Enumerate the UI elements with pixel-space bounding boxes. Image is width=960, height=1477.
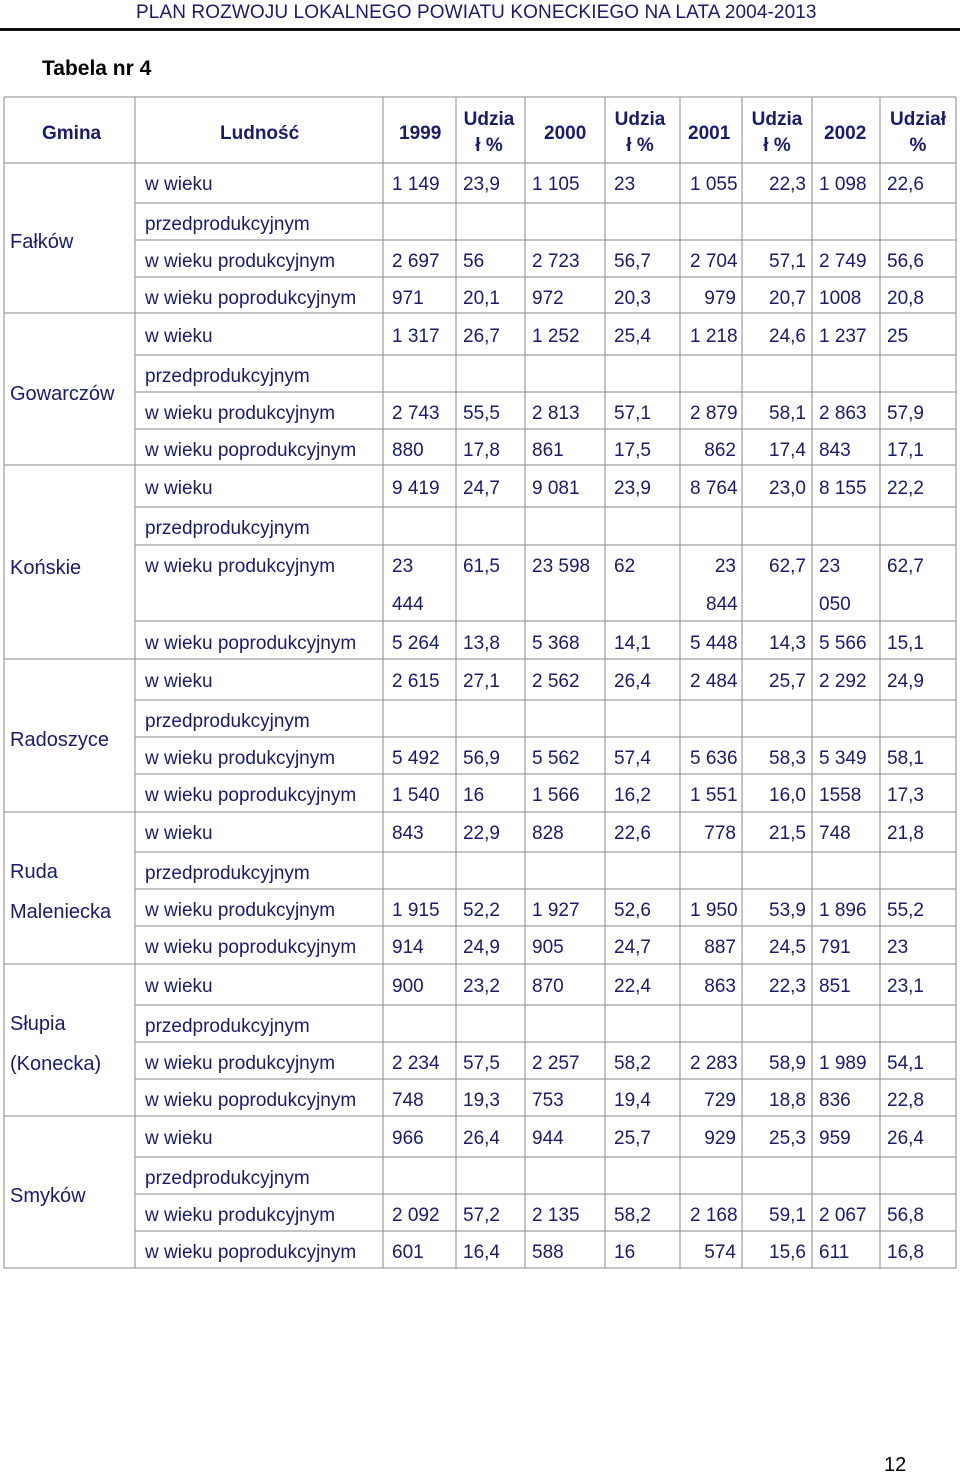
table-cell: 58,1 (887, 748, 924, 769)
table-cell: 574 (704, 1242, 736, 1263)
row-label-produkcyjnym: w wieku produkcyjnym (145, 556, 336, 577)
table-cell: 944 (532, 1128, 564, 1149)
table-cell: 27,1 (463, 671, 500, 692)
row-label-poprodukcyjnym: w wieku poprodukcyjnym (145, 937, 357, 958)
col-2000: 2000 (544, 123, 587, 144)
table-cell: 862 (704, 440, 736, 461)
table-cell: 24,9 (463, 937, 500, 958)
table-cell: 62,7 (887, 556, 924, 577)
row-label-w-wieku: w wieku (145, 174, 213, 195)
table-cell: 23,1 (887, 976, 924, 997)
table-title: Tabela nr 4 (42, 57, 152, 80)
table-cell: 58,1 (769, 403, 806, 424)
table-cell: 2 092 (392, 1205, 440, 1226)
gmina-name: Końskie (10, 557, 82, 579)
row-label-produkcyjnym: w wieku produkcyjnym (145, 1205, 336, 1226)
table-cell: 23 (887, 937, 909, 958)
table-cell: 24,6 (769, 326, 806, 347)
table-cell: 1558 (819, 785, 862, 806)
table-cell: 729 (704, 1090, 736, 1111)
gmina-name: Gowarczów (10, 383, 115, 405)
table-cell: 57,5 (463, 1053, 500, 1074)
table-cell: 25,4 (614, 326, 651, 347)
table-cell: 61,5 (463, 556, 500, 577)
table-cell: 25,3 (769, 1128, 806, 1149)
table-cell: 914 (392, 937, 424, 958)
table-cell: 58,9 (769, 1053, 806, 1074)
table-cell: 16,4 (463, 1242, 500, 1263)
table-cell: 1 098 (819, 174, 867, 195)
table-cell: 5 349 (819, 748, 867, 769)
table-cell: 2 135 (532, 1205, 580, 1226)
table-cell: 22,4 (614, 976, 651, 997)
table-cell: 20,3 (614, 288, 651, 309)
table-cell: 25,7 (769, 671, 806, 692)
table-cell: 56,9 (463, 748, 500, 769)
table-cell: 900 (392, 976, 424, 997)
table-cell: 1 989 (819, 1053, 867, 1074)
table-cell: 26,4 (614, 671, 651, 692)
table-cell: 1 105 (532, 174, 580, 195)
table-cell: 5 264 (392, 633, 440, 654)
table-cell: 972 (532, 288, 564, 309)
table-cell: 53,9 (769, 900, 806, 921)
table-cell: 15,6 (769, 1242, 806, 1263)
table-cell: 22,2 (887, 478, 924, 499)
table-cell: 58,3 (769, 748, 806, 769)
table-cell: 1 551 (690, 785, 738, 806)
table-cell: 17,8 (463, 440, 500, 461)
table-cell: 8 764 (690, 478, 738, 499)
row-label-przedprodukcyjnym: przedprodukcyjnym (145, 214, 310, 235)
page-header (0, 0, 960, 30)
col-udzial-2002-b: % (909, 135, 927, 156)
table-cell: 979 (704, 288, 736, 309)
table-cell: 2 723 (532, 251, 580, 272)
table-cell: 828 (532, 823, 564, 844)
table-cell: 2 283 (690, 1053, 738, 1074)
col-2001: 2001 (688, 123, 731, 144)
table-cell: 16,8 (887, 1242, 924, 1263)
table-cell: 22,3 (769, 174, 806, 195)
table-cell: 1 927 (532, 900, 580, 921)
table-cell: 905 (532, 937, 564, 958)
row-label-produkcyjnym: w wieku produkcyjnym (145, 1053, 336, 1074)
table-cell: 20,8 (887, 288, 924, 309)
table-cell: 22,3 (769, 976, 806, 997)
row-label-przedprodukcyjnym: przedprodukcyjnym (145, 1016, 310, 1037)
table-cell: 25 (887, 326, 909, 347)
col-ludnosc: Ludność (220, 123, 300, 144)
table-cell: 57,1 (614, 403, 651, 424)
col-udzial-2001-a: Udzia (751, 109, 803, 130)
table-cell: 2 067 (819, 1205, 867, 1226)
table-cell: 2 813 (532, 403, 580, 424)
row-label-przedprodukcyjnym: przedprodukcyjnym (145, 1168, 310, 1189)
table-cell: 23,0 (769, 478, 806, 499)
table-cell: 23 (819, 556, 841, 577)
table-cell: 16,2 (614, 785, 651, 806)
table-cell: 59,1 (769, 1205, 806, 1226)
table-cell: 22,6 (887, 174, 924, 195)
table-cell: 8 155 (819, 478, 867, 499)
table-cell: 20,7 (769, 288, 806, 309)
table-cell: 2 257 (532, 1053, 580, 1074)
table-cell: 23 (714, 556, 736, 577)
table-cell: 2 704 (690, 251, 738, 272)
table-cell: 23,2 (463, 976, 500, 997)
table-cell: 24,5 (769, 937, 806, 958)
table-cell-continued: 444 (392, 594, 424, 615)
table-cell: 19,4 (614, 1090, 651, 1111)
col-gmina: Gmina (42, 123, 102, 144)
table-cell: 56,6 (887, 251, 924, 272)
table-cell: 23,9 (614, 478, 651, 499)
table-cell: 19,3 (463, 1090, 500, 1111)
row-label-poprodukcyjnym: w wieku poprodukcyjnym (145, 440, 357, 461)
table-cell: 2 168 (690, 1205, 738, 1226)
table-cell: 58,2 (614, 1205, 651, 1226)
table-cell: 55,5 (463, 403, 500, 424)
table-cell: 22,8 (887, 1090, 924, 1111)
table-cell: 58,2 (614, 1053, 651, 1074)
table-cell: 62 (614, 556, 636, 577)
gmina-name: Maleniecka (10, 901, 112, 923)
table-cell: 748 (392, 1090, 424, 1111)
row-label-przedprodukcyjnym: przedprodukcyjnym (145, 711, 310, 732)
table-cell: 2 484 (690, 671, 738, 692)
table-cell: 16 (463, 785, 485, 806)
col-udzial-2002-a: Udział (890, 109, 946, 130)
table-cell: 1 540 (392, 785, 440, 806)
table-cell: 5 368 (532, 633, 580, 654)
table-cell: 836 (819, 1090, 851, 1111)
table-cell: 2 615 (392, 671, 440, 692)
table-cell: 778 (704, 823, 736, 844)
gmina-name: (Konecka) (10, 1053, 102, 1075)
row-label-przedprodukcyjnym: przedprodukcyjnym (145, 863, 310, 884)
table-cell: 16 (614, 1242, 636, 1263)
row-label-w-wieku: w wieku (145, 478, 213, 499)
col-udzial-2001-b: ł % (763, 135, 791, 156)
table-cell: 21,8 (887, 823, 924, 844)
row-label-w-wieku: w wieku (145, 671, 213, 692)
table-cell: 1 317 (392, 326, 440, 347)
table-cell: 52,6 (614, 900, 651, 921)
table-cell: 22,9 (463, 823, 500, 844)
col-udzial-1999-b: ł % (475, 135, 503, 156)
table-cell: 611 (819, 1242, 850, 1263)
table-cell: 26,7 (463, 326, 500, 347)
table-cell: 17,5 (614, 440, 651, 461)
table-cell: 56,7 (614, 251, 651, 272)
row-label-w-wieku: w wieku (145, 326, 213, 347)
row-label-poprodukcyjnym: w wieku poprodukcyjnym (145, 1090, 357, 1111)
table-cell: 17,1 (887, 440, 924, 461)
table-cell: 62,7 (769, 556, 806, 577)
table-cell: 2 863 (819, 403, 867, 424)
table-cell: 863 (704, 976, 736, 997)
header-title: PLAN ROZWOJU LOKALNEGO POWIATU KONECKIEGO NA LATA 2004-2013 (136, 2, 817, 23)
table-cell: 5 636 (690, 748, 738, 769)
row-label-produkcyjnym: w wieku produkcyjnym (145, 900, 336, 921)
table-cell: 56,8 (887, 1205, 924, 1226)
row-label-produkcyjnym: w wieku produkcyjnym (145, 748, 336, 769)
table-cell: 748 (819, 823, 851, 844)
table-cell: 24,7 (463, 478, 500, 499)
table-cell: 18,8 (769, 1090, 806, 1111)
table-cell: 851 (819, 976, 851, 997)
table-cell: 1 950 (690, 900, 738, 921)
table-cell: 2 879 (690, 403, 738, 424)
row-label-poprodukcyjnym: w wieku poprodukcyjnym (145, 288, 357, 309)
table-cell: 971 (392, 288, 424, 309)
gmina-name: Słupia (10, 1013, 66, 1035)
table-cell: 5 562 (532, 748, 580, 769)
table-cell: 2 749 (819, 251, 867, 272)
table-cell: 26,4 (887, 1128, 924, 1149)
table-cell: 23 (392, 556, 414, 577)
table-cell: 1008 (819, 288, 862, 309)
table-cell: 843 (392, 823, 424, 844)
table-cell-continued: 050 (819, 594, 851, 615)
table-cell-continued: 844 (706, 594, 738, 615)
row-label-w-wieku: w wieku (145, 1128, 213, 1149)
row-label-produkcyjnym: w wieku produkcyjnym (145, 403, 336, 424)
table-cell: 9 081 (532, 478, 580, 499)
table-cell: 21,5 (769, 823, 806, 844)
row-label-poprodukcyjnym: w wieku poprodukcyjnym (145, 1242, 357, 1263)
table-cell: 26,4 (463, 1128, 500, 1149)
header-rule (0, 28, 960, 31)
table-cell: 56 (463, 251, 485, 272)
table-cell: 15,1 (887, 633, 924, 654)
table-cell: 54,1 (887, 1053, 924, 1074)
table-cell: 23 598 (532, 556, 591, 577)
table-cell: 57,9 (887, 403, 924, 424)
gmina-name: Radoszyce (10, 729, 109, 751)
table-cell: 14,3 (769, 633, 806, 654)
table-cell: 20,1 (463, 288, 500, 309)
table-cell: 843 (819, 440, 851, 461)
table-cell: 791 (819, 937, 851, 958)
table-cell: 880 (392, 440, 424, 461)
table-cell: 1 566 (532, 785, 580, 806)
table-cell: 1 055 (690, 174, 738, 195)
table-cell: 1 218 (690, 326, 738, 347)
table-cell: 1 237 (819, 326, 867, 347)
col-2002: 2002 (824, 123, 867, 144)
table-cell: 2 697 (392, 251, 440, 272)
gmina-name: Ruda (10, 861, 58, 883)
table-cell: 57,1 (769, 251, 806, 272)
row-label-przedprodukcyjnym: przedprodukcyjnym (145, 366, 310, 387)
row-label-w-wieku: w wieku (145, 823, 213, 844)
col-udzial-2000-a: Udzia (614, 109, 666, 130)
table-cell: 17,4 (769, 440, 806, 461)
page-number: 12 (884, 1454, 907, 1476)
table-cell: 5 566 (819, 633, 867, 654)
col-udzial-2000-b: ł % (626, 135, 654, 156)
table-cell: 57,4 (614, 748, 651, 769)
table-cell: 22,6 (614, 823, 651, 844)
table-cell: 24,9 (887, 671, 924, 692)
table-cell: 870 (532, 976, 564, 997)
table-cell: 23 (614, 174, 636, 195)
table-cell: 929 (704, 1128, 736, 1149)
row-label-poprodukcyjnym: w wieku poprodukcyjnym (145, 633, 357, 654)
row-label-produkcyjnym: w wieku produkcyjnym (145, 251, 336, 272)
table-cell: 959 (819, 1128, 851, 1149)
table-cell: 13,8 (463, 633, 500, 654)
gmina-name: Smyków (10, 1185, 86, 1207)
col-1999: 1999 (399, 123, 442, 144)
table-cell: 2 234 (392, 1053, 440, 1074)
table-cell: 16,0 (769, 785, 806, 806)
table-cell: 57,2 (463, 1205, 500, 1226)
table-cell: 17,3 (887, 785, 924, 806)
table-cell: 753 (532, 1090, 564, 1111)
gmina-name: Fałków (10, 231, 74, 253)
table-cell: 1 252 (532, 326, 580, 347)
table-cell: 861 (532, 440, 564, 461)
row-label-poprodukcyjnym: w wieku poprodukcyjnym (145, 785, 357, 806)
table-cell: 2 292 (819, 671, 867, 692)
table-cell: 2 743 (392, 403, 440, 424)
table-cell: 601 (392, 1242, 424, 1263)
table-cell: 966 (392, 1128, 424, 1149)
table-cell: 588 (532, 1242, 564, 1263)
table-cell: 2 562 (532, 671, 580, 692)
table-cell: 5 448 (690, 633, 738, 654)
table-cell: 52,2 (463, 900, 500, 921)
table-cell: 14,1 (614, 633, 651, 654)
table-cell: 1 149 (392, 174, 440, 195)
table-cell: 9 419 (392, 478, 440, 499)
table-cell: 55,2 (887, 900, 924, 921)
row-label-w-wieku: w wieku (145, 976, 213, 997)
table-cell: 25,7 (614, 1128, 651, 1149)
table-cell: 1 915 (392, 900, 440, 921)
row-label-przedprodukcyjnym: przedprodukcyjnym (145, 518, 310, 539)
table-cell: 887 (704, 937, 736, 958)
table-cell: 24,7 (614, 937, 651, 958)
col-udzial-1999-a: Udzia (463, 109, 515, 130)
table-cell: 1 896 (819, 900, 867, 921)
table-cell: 5 492 (392, 748, 440, 769)
table-cell: 23,9 (463, 174, 500, 195)
